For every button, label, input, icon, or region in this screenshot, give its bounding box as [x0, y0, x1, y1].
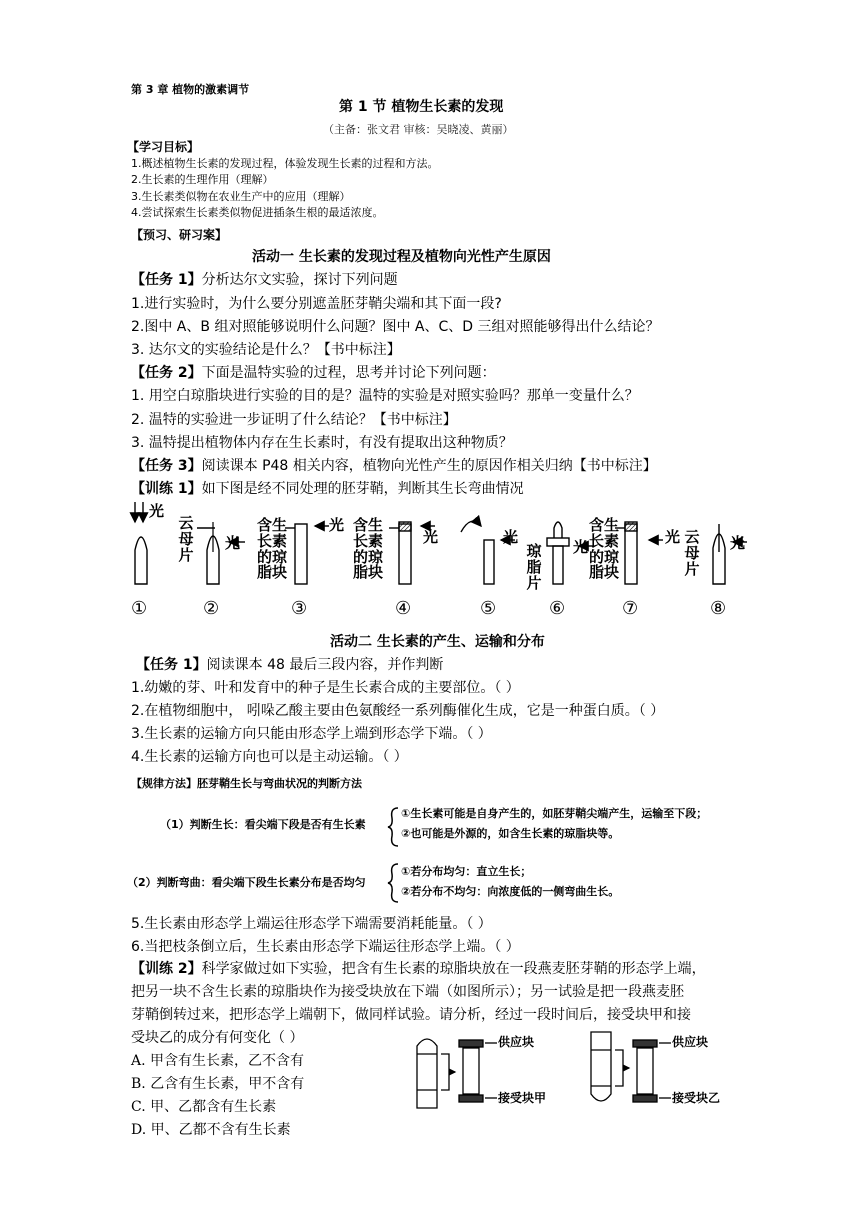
preview-heading: 【预习、研习案】: [131, 228, 228, 242]
judgment-item: 2.在植物细胞中， 吲哚乙酸主要由色氨酸经一系列酶催化生成，它是一种蛋白质。（ ）: [131, 703, 665, 719]
task2-label: 【任务 2】: [131, 365, 202, 381]
question: 2. 温特的实验进一步证明了什么结论？【书中标注】: [131, 412, 457, 428]
figure-number: ⑦: [622, 598, 639, 619]
light-label: 光: [329, 516, 345, 534]
judgment-item: 6.当把枝条倒立后，生长素由形态学下端运往形态学上端。（ ）: [131, 939, 520, 955]
coleoptile-figure: [125, 500, 745, 625]
agar-auxin-label: 含生长素的琼脂块: [588, 516, 619, 582]
train2-line: 把另一块不含生长素的琼脂块作为接受块放在下端（如图所示）；另一试验是把一段燕麦胚: [131, 984, 684, 1000]
train1-label: 【训练 1】: [131, 481, 202, 497]
train2-line: 芽鞘倒转过来，把形态学上端朝下，做同样试验。请分析，经过一段时间后，接受块甲和接: [131, 1007, 691, 1023]
light-label: 光: [503, 528, 519, 546]
light-label: 光: [225, 534, 241, 552]
option-a: A. 甲含有生长素，乙不含有: [131, 1053, 305, 1069]
a2-task1-text: 阅读课本 48 最后三段内容，并作判断: [206, 657, 444, 673]
light-label: 光: [730, 534, 746, 552]
agar-auxin-label: 含生长素的琼脂块: [352, 516, 383, 582]
goal-item: 3.生长素类似物在农业生产中的应用（理解）: [131, 190, 351, 203]
figure-number: ⑤: [480, 598, 497, 619]
judgment-item: 4.生长素的运输方向也可以是主动运输。（ ）: [131, 749, 408, 765]
section-title: 第 1 节 植物生长素的发现: [339, 99, 504, 115]
judgment-item: 5.生长素由形态学上端运往形态学下端需要消耗能量。（ ）: [131, 916, 492, 932]
activity1-title: 活动一 生长素的发现过程及植物向光性产生原因: [252, 249, 551, 265]
task1-label: 【任务 1】: [131, 272, 202, 288]
judgment-item: 1.幼嫩的芽、叶和发育中的种子是生长素合成的主要部位。（ ）: [131, 680, 520, 696]
train1-text: 如下图是经不同处理的胚芽鞘，判断其生长弯曲情况: [201, 481, 524, 497]
question: 2.图中 A、B 组对照能够说明什么问题？图中 A、C、D 三组对照能够得出什么结论？: [131, 319, 660, 335]
option-c: C. 甲、乙都含有生长素: [131, 1099, 277, 1115]
task2-text: 下面是温特实验的过程，思考并讨论下列问题：: [201, 365, 496, 381]
task3-text: 阅读课本 P48 相关内容，植物向光性产生的原因作相关归纳【书中标注】: [201, 458, 657, 474]
figure-number: ③: [291, 598, 308, 619]
growth-judgment-label: （1）判断生长：看尖端下段是否有生长素: [160, 818, 366, 831]
question: 3. 达尔文的实验结论是什么？【书中标注】: [131, 342, 401, 358]
light-label: 光: [423, 528, 439, 546]
question: 1. 用空白琼脂块进行实验的目的是？温特的实验是对照实验吗？那单一变量什么？: [131, 388, 639, 404]
agar-sheet-label: 琼脂片: [526, 542, 542, 592]
question: 3. 温特提出植物体内存在生长素时，有没有提取出这种物质？: [131, 435, 513, 451]
mica-label: 云母片: [684, 528, 700, 578]
mica-label: 云母片: [178, 514, 194, 564]
judgment-item: 3.生长素的运输方向只能由形态学上端到形态学下端。（ ）: [131, 726, 492, 742]
goal-item: 1.概述植物生长素的发现过程，体验发现生长素的过程和方法。: [131, 157, 439, 170]
task3-label: 【任务 3】: [131, 458, 202, 474]
figure-number: ①: [131, 598, 148, 619]
figure-number: ②: [203, 598, 220, 619]
agar-auxin-label: 含生长素的琼脂块: [256, 516, 287, 582]
brace-icon: [386, 806, 400, 848]
bend-point-a: ①若分布均匀：直立生长；: [401, 865, 532, 878]
question: 1.进行实验时，为什么要分别遮盖胚芽鞘尖端和其下面一段?: [131, 296, 502, 312]
authors-line: （主备：张文君 审核：吴晓凌、黄丽）: [323, 123, 514, 136]
supply-block-label: 供应块: [672, 1035, 709, 1049]
figure-number: ⑧: [710, 598, 727, 619]
a2-task1-label: 【任务 1】: [136, 657, 207, 673]
receiver-a-label: 接受块甲: [498, 1091, 547, 1105]
option-b: B. 乙含有生长素，甲不含有: [131, 1076, 305, 1092]
train2-label: 【训练 2】: [131, 961, 202, 977]
supply-block-label: 供应块: [498, 1035, 535, 1049]
task1-text: 分析达尔文实验，探讨下列问题: [201, 272, 398, 288]
light-label: 光: [149, 502, 165, 520]
light-label: 光: [573, 538, 589, 556]
train2-line: 科学家做过如下实验，把含有生长素的琼脂块放在一段燕麦胚芽鞘的形态学上端，: [201, 961, 706, 977]
figure-number: ④: [395, 598, 412, 619]
growth-point-a: ①生长素可能是自身产生的，如胚芽鞘尖端产生，运输至下段；: [401, 807, 708, 820]
bend-judgment-label: （2）判断弯曲：看尖端下段生长素分布是否均匀: [127, 876, 366, 889]
option-d: D. 甲、乙都不含有生长素: [131, 1122, 291, 1138]
growth-point-b: ②也可能是外源的，如含生长素的琼脂块等。: [401, 827, 620, 840]
goal-item: 4.尝试探索生长素类似物促进插条生根的最适浓度。: [131, 206, 384, 219]
method-heading: 【规律方法】胚芽鞘生长与弯曲状况的判断方法: [131, 777, 362, 790]
train2-line: 受块乙的成分有何变化（ ）: [131, 1030, 304, 1046]
bend-point-b: ②若分布不均匀：向浓度低的一侧弯曲生长。: [401, 885, 620, 898]
goal-item: 2.生长素的生理作用（理解）: [131, 173, 274, 186]
figure-number: ⑥: [549, 598, 566, 619]
chapter-title: 第 3 章 植物的激素调节: [131, 83, 250, 96]
goals-heading: 【学习目标】: [127, 140, 200, 154]
activity2-title: 活动二 生长素的产生、运输和分布: [330, 634, 545, 650]
light-label: 光: [665, 528, 681, 546]
receiver-b-label: 接受块乙: [672, 1091, 721, 1105]
brace-icon: [386, 862, 400, 904]
